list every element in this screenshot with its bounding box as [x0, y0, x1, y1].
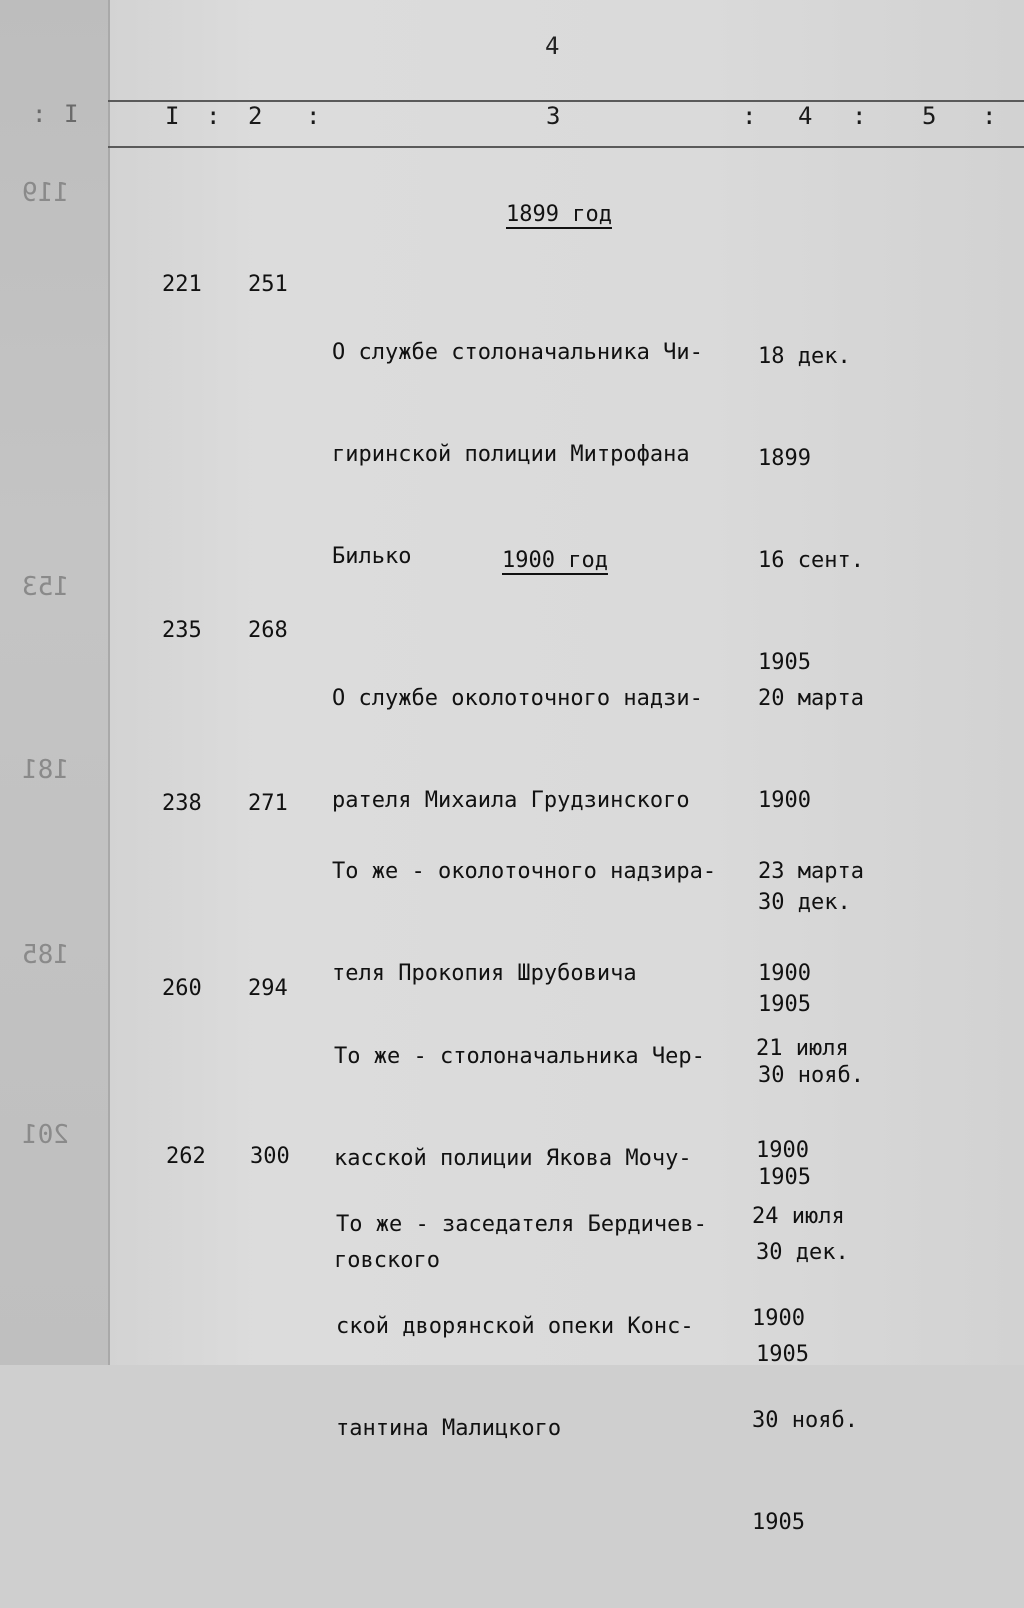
description-line: рателя Михаила Грудзинского: [332, 788, 690, 813]
margin-number: 201: [22, 1120, 69, 1150]
header-rule-top: [108, 100, 1024, 102]
entry-index-number: 221: [162, 272, 202, 297]
date-start: 23 марта: [758, 859, 864, 884]
entry-index-number: 235: [162, 618, 202, 643]
description-line: То же - околоточного надзира-: [332, 859, 717, 884]
column-separator: :: [742, 102, 757, 130]
year-end: 1905: [758, 992, 811, 1017]
margin-number: 185: [22, 940, 69, 970]
date-end: 30 нояб.: [752, 1408, 858, 1433]
column-header-4: 4: [798, 102, 813, 130]
description-line: То же - столоначальника Чер-: [334, 1044, 705, 1069]
date-start: 18 дек.: [758, 344, 851, 369]
margin-colon: :: [32, 100, 47, 128]
description-line: говского: [334, 1248, 440, 1273]
column-header-1: I: [165, 102, 180, 130]
page-number: 4: [545, 32, 560, 60]
date-start: 20 марта: [758, 686, 864, 711]
description-line: гиринской полиции Митрофана: [332, 442, 690, 467]
description-line: О службе столоначальника Чи-: [332, 340, 703, 365]
entry-dates: [752, 1132, 858, 1608]
date-end: 30 дек.: [758, 890, 851, 915]
year-start: 1899: [758, 446, 811, 471]
year-end: 1905: [758, 1165, 811, 1190]
entry-file-number: 300: [250, 1144, 290, 1169]
entry-file-number: 268: [248, 618, 288, 643]
column-separator: :: [982, 102, 997, 130]
year-start: 1900: [758, 788, 811, 813]
year-end: 1905: [752, 1510, 805, 1535]
header-rule-bottom: [108, 146, 1024, 148]
year-heading-1899: 1899 год: [506, 202, 612, 227]
entry-file-number: 294: [248, 976, 288, 1001]
margin-number: 153: [22, 572, 69, 602]
year-start: 1900: [752, 1306, 805, 1331]
year-end: 1905: [756, 1342, 809, 1367]
column-separator: :: [206, 102, 221, 130]
date-end: 30 нояб.: [758, 1063, 864, 1088]
date-end: 30 дек.: [756, 1240, 849, 1265]
entry-index-number: 260: [162, 976, 202, 1001]
entry-file-number: 251: [248, 272, 288, 297]
entry-description: [336, 1140, 756, 1514]
description-line: тантина Малицкого: [336, 1416, 562, 1441]
description-line: теля Прокопия Шрубовича: [332, 961, 637, 986]
margin-number: 181: [22, 755, 69, 785]
description-line: То же - заседателя Бердичев-: [336, 1212, 707, 1237]
year-start: 1900: [758, 961, 811, 986]
year-start: 1900: [756, 1138, 809, 1163]
margin-number: 119: [22, 178, 69, 208]
year-heading-1900: 1900 год: [502, 548, 608, 573]
column-separator: :: [306, 102, 321, 130]
entry-description: [332, 268, 752, 642]
entry-index-number: 262: [166, 1144, 206, 1169]
date-start: 21 июля: [756, 1036, 849, 1061]
date-end: 16 сент.: [758, 548, 864, 573]
description-line: касской полиции Якова Мочу-: [334, 1146, 692, 1171]
entry-index-number: 238: [162, 791, 202, 816]
year-end: 1905: [758, 650, 811, 675]
entry-file-number: 271: [248, 791, 288, 816]
column-header-5: 5: [922, 102, 937, 130]
margin-header-num: I: [64, 100, 79, 128]
date-start: 24 июля: [752, 1204, 845, 1229]
margin-strip: [0, 0, 110, 1365]
description-line: ской дворянской опеки Конс-: [336, 1314, 694, 1339]
column-header-2: 2: [248, 102, 263, 130]
description-line: О службе околоточного надзи-: [332, 686, 703, 711]
description-line: Билько: [332, 544, 412, 569]
column-separator: :: [852, 102, 867, 130]
column-header-3: 3: [546, 102, 561, 130]
